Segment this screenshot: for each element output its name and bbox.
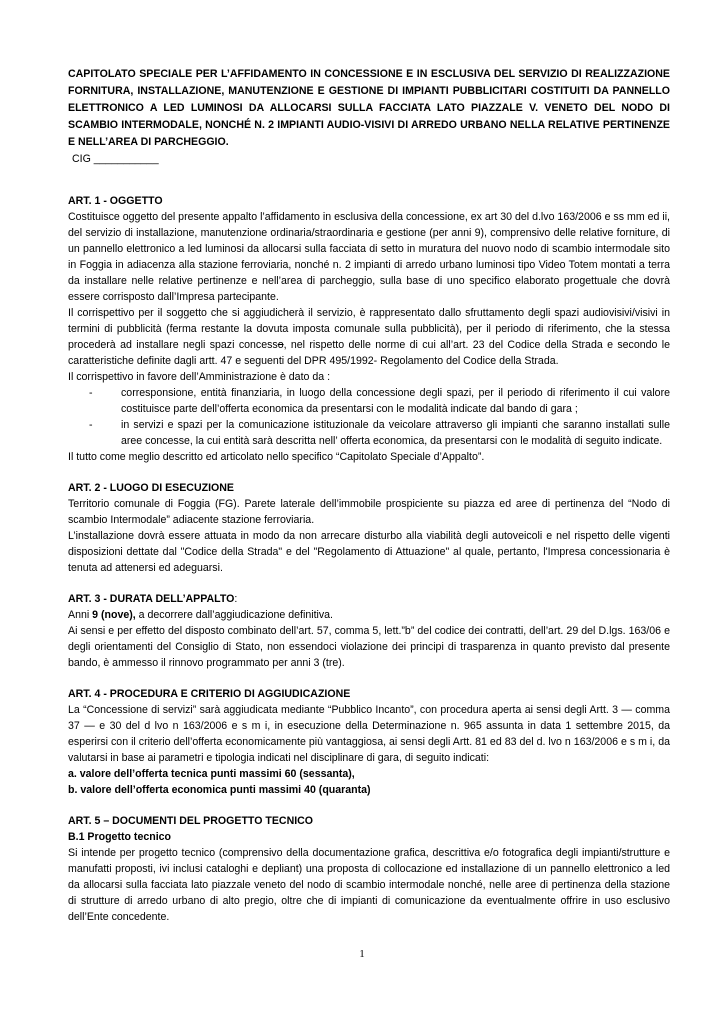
art1-paragraph: Il tutto come meglio descritto ed articolato nello specifico “Capitolato Speciale d’Appalto”. xyxy=(68,451,485,463)
cig-field: CIG ___________ xyxy=(72,153,159,165)
page-number: 1 xyxy=(359,948,365,960)
text-run: a decorrere dall’aggiudicazione definitiva. xyxy=(135,609,334,621)
section-art1 xyxy=(68,193,670,465)
section-art5 xyxy=(68,813,670,925)
art4-paragraph: La “Concessione di servizi” sarà aggiudicata mediante “Pubblico Incanto”, con procedura aperta ai sensi degli Artt. 3 — comma 37 — e 30 del d lvo n 163/2006 e s m i, in esecuzione della Determinazione n. 965 assunta in data 1 settembre 2015, da esperirsi con il criterio dell’offerta economicamente più vantaggiosa, ai sensi degli Artt. 81 ed 83 del d. lvo n 163/2006 e s m i, da valutarsi in base ai parametri e tipologia indicati nel disciplinare di gara, di seguito indicati: xyxy=(68,704,670,764)
section-art2 xyxy=(68,480,670,576)
art5-paragraph: Si intende per progetto tecnico (comprensivo della documentazione grafica, descrittiva e/o fotografica degli impianti/strutture e manufatti proposti, ivi inclusi cataloghi e depliant) una proposta di collocazione ed installazione di un pannello elettronico a led da allocarsi sulla facciata lato piazzale veneto del nodo di scambio intermodale nonché, nelle aree di pertinenza della stazione di strutture di arredo urbano di alto pregio, oltre che di impianti di comunicazione da eventualmente offrire in uso esclusivo dell’Ente concedente. xyxy=(68,847,670,923)
art1-paragraph xyxy=(68,305,670,369)
art1-paragraph: Il corrispettivo in favore dell’Amministrazione è dato da : xyxy=(68,371,331,383)
text-run: , nel rispetto delle norme di cui all’art. 23 del Codice della Strada e secondo le caratteristiche definite dagli artt. 47 e seguenti del DPR 495/1992- Regolamento del Codice della Strada. xyxy=(68,339,671,367)
art1-paragraph: Costituisce oggetto del presente appalto l’affidamento in esclusiva della concessione, ex art 30 del d.lvo 163/2006 e ss mm ed ii, del servizio di installazione, manutenzione ordinaria/straordinaria e gestione (per anni 9), comprensivo delle relative forniture, di un pannello elettronico a led luminosi da allocarsi sulla facciata di setto in muratura del nuovo nodo di scambio intermodale sito in Foggia in adiacenza alla stazione ferroviaria, nonché n. 2 impianti di arredo urbano luminosi tipo Video Totem montati a terra da installare nelle relative pertinenze e nell’area di parcheggio, sulla base di uno specifico elaborato progettuale che dovrà essere corrisposto dall’Impresa partecipante. xyxy=(68,211,670,303)
list-item-text: corresponsione, entità finanziaria, in luogo della concessione degli spazi, per il periodo di riferimento il cui valore costituisce parte dell’offerta economica da presentarsi con le modalità indicate dal bando di gara ; xyxy=(121,387,670,415)
section-art3 xyxy=(68,591,670,671)
duration-value: 9 (nove), xyxy=(92,609,136,621)
text-run: Il corrispettivo per il soggetto che si aggiudicherà il servizio, è rappresentato dallo sfruttamento degli spazi audiovisivi/visivi in termini di pubblicità (ferma restante la dovuta imposta comunale sulla pubblicità), per il periodo di riferimento, che la stessa procederà ad installare negli spazi concess xyxy=(68,307,670,351)
list-item-text: in servizi e spazi per la comunicazione istituzionale da veicolare attraverso gli impianti che saranno installati sulle aree concesse, la cui entità sarà descritta nell’ offerta economica, da presentarsi con le modalità di seguito indicate. xyxy=(121,419,670,447)
struck-text: o xyxy=(277,339,284,351)
section-art4 xyxy=(68,686,670,798)
art3-heading xyxy=(68,591,670,607)
art2-paragraph: Territorio comunale di Foggia (FG). Parete laterale dell’immobile prospiciente su piazza ed aree di pertinenza del “Nodo di scambio Intermodale” adiacente stazione ferroviaria. xyxy=(68,498,670,526)
list-item xyxy=(68,417,670,449)
art3-paragraph xyxy=(68,607,670,623)
art2-heading: ART. 2 - LUOGO DI ESECUZIONE xyxy=(68,482,234,494)
criterion-a: a. valore dell’offerta tecnica punti massimi 60 (sessanta), xyxy=(68,768,355,780)
dash-bullet: - xyxy=(89,387,93,399)
art1-heading: ART. 1 - OGGETTO xyxy=(68,195,163,207)
text-run: Anni xyxy=(68,609,93,621)
criterion-b: b. valore dell’offerta economica punti massimi 40 (quaranta) xyxy=(68,784,371,796)
heading-text: ART. 3 - DURATA DELL’APPALTO xyxy=(68,593,235,605)
art2-paragraph: L’installazione dovrà essere attuata in modo da non arrecare disturbo alla viabilità degli autoveicoli e nel rispetto delle vigenti disposizioni dettate dal "Codice della Strada" e del "Regolamento di Attuazione" al quale, pertanto, l'Impresa concessionaria è tenuta ad attenersi ed adeguarsi. xyxy=(68,530,670,574)
heading-colon: : xyxy=(234,593,238,605)
list-item xyxy=(68,385,670,417)
document-title: CAPITOLATO SPECIALE PER L’AFFIDAMENTO IN CONCESSIONE E IN ESCLUSIVA DEL SERVIZIO DI REALIZZAZIONE FORNITURA, INSTALLAZIONE, MANUTENZIONE E GESTIONE DI IMPIANTI PUBBLICITARI COSTITUITI DA PANNELLO ELETTRONICO A LED LUMINOSI DA ALLOCARSI SULLA FACCIATA LATO PIAZZALE V. VENETO DEL NODO DI SCAMBIO INTERMODALE, NONCHÉ N. 2 IMPIANTI AUDIO-VISIVI DI ARREDO URBANO NELLA RELATIVE PERTINENZE E NELL’AREA DI PARCHEGGIO. xyxy=(68,68,670,148)
dash-bullet: - xyxy=(89,419,93,431)
art5-subheading: B.1 Progetto tecnico xyxy=(68,831,172,843)
art3-paragraph: Ai sensi e per effetto del disposto combinato dell’art. 57, comma 5, lett.”b” del codice dei contratti, dell’art. 29 del D.lgs. 163/06 e degli orientamenti del Consiglio di Stato, non essendoci violazione dei principi di trasparenza in quanto previsto dal presente bando, è ammesso il rinnovo programmato per anni 3 (tre). xyxy=(68,625,670,669)
document-body xyxy=(68,66,670,925)
art4-heading: ART. 4 - PROCEDURA E CRITERIO DI AGGIUDICAZIONE xyxy=(68,688,351,700)
art5-heading: ART. 5 – DOCUMENTI DEL PROGETTO TECNICO xyxy=(68,815,314,827)
